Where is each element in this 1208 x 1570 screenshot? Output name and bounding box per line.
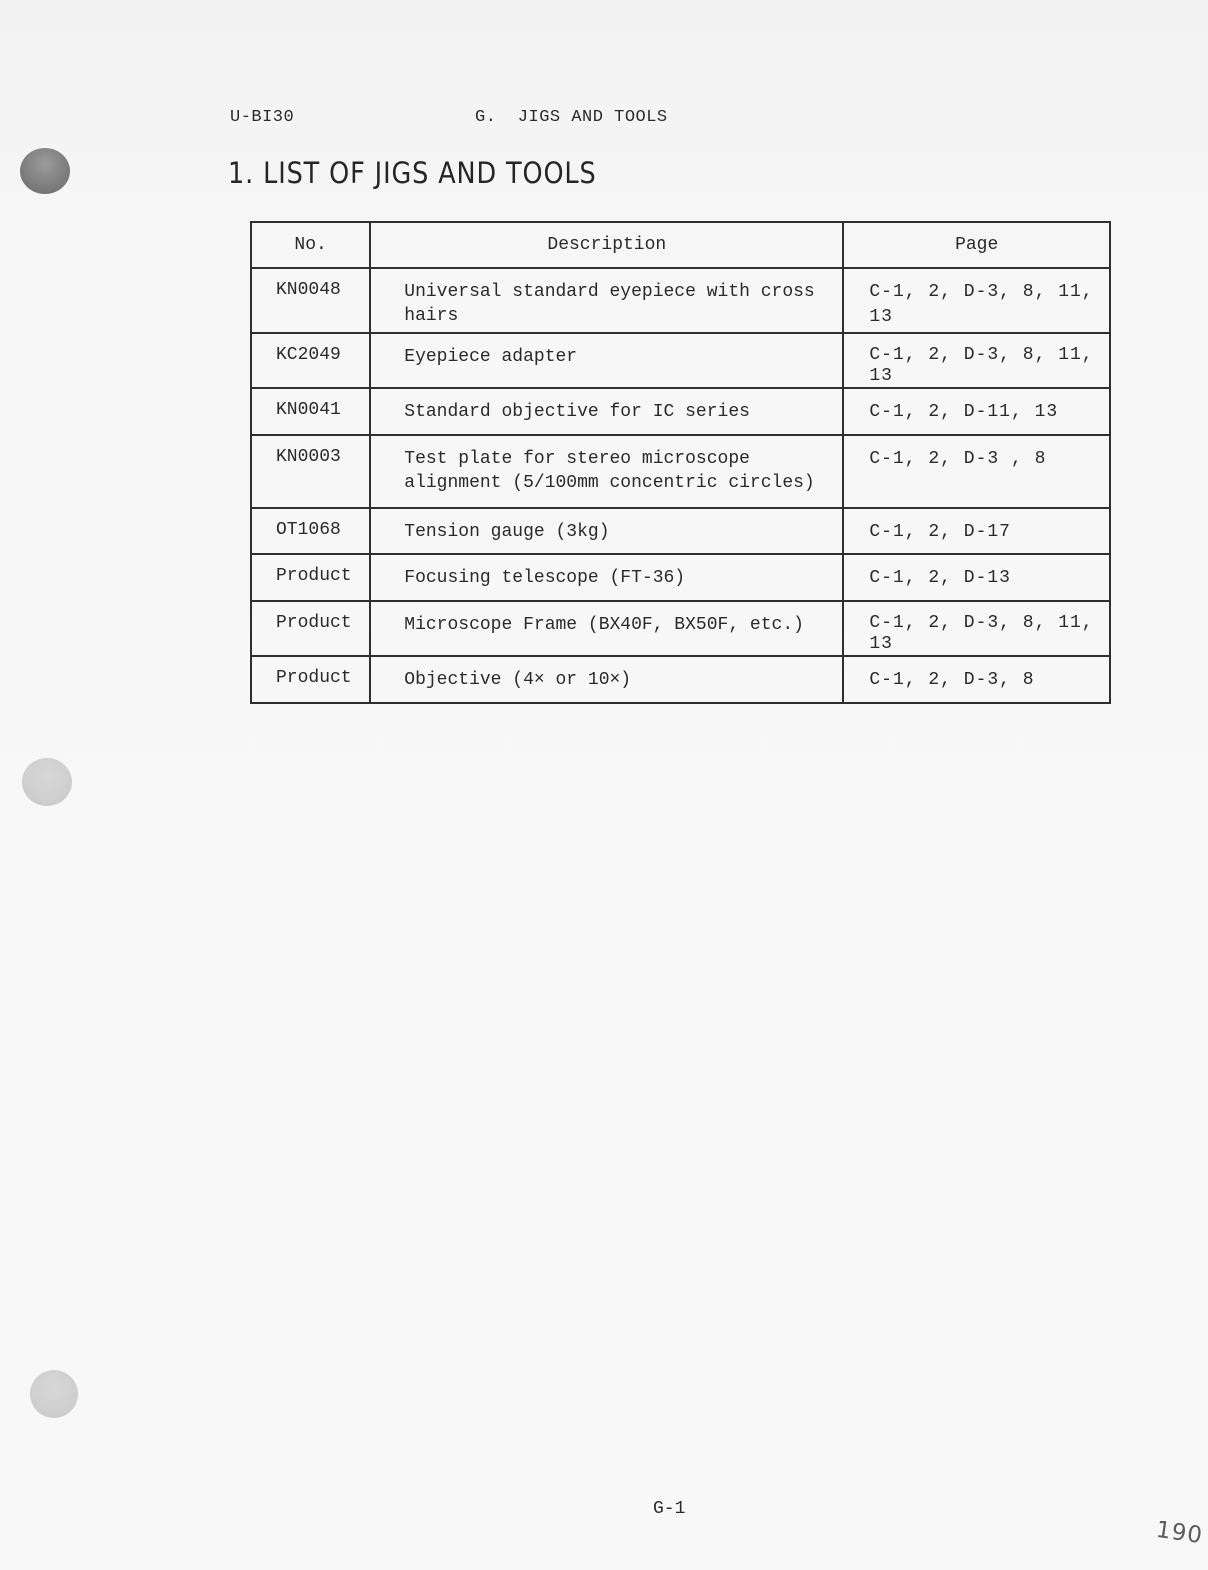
item-number: KN0048 (251, 268, 370, 333)
item-description: Microscope Frame (BX40F, BX50F, etc.) (370, 601, 843, 656)
item-pages: C-1, 2, D-3, 8 (843, 656, 1110, 703)
table-row (251, 268, 1110, 333)
jigs-and-tools-table (250, 221, 1111, 704)
item-number: KN0003 (251, 435, 370, 508)
item-description: Objective (4× or 10×) (370, 656, 843, 703)
page-title: 1. LIST OF JIGS AND TOOLS (228, 156, 597, 190)
item-pages: C-1, 2, D-11, 13 (843, 388, 1110, 435)
item-description: Universal standard eyepiece with cross hairs (370, 268, 843, 333)
column-header-page: Page (843, 222, 1110, 268)
table-row (251, 508, 1110, 554)
item-pages: C-1, 2, D-17 (843, 508, 1110, 554)
document-code: U-BI30 (230, 108, 295, 127)
table-row (251, 388, 1110, 435)
item-number: Product (251, 601, 370, 656)
item-description: Standard objective for IC series (370, 388, 843, 435)
item-pages: C-1, 2, D-13 (843, 554, 1110, 601)
table-row (251, 333, 1110, 388)
column-header-no: No. (251, 222, 370, 268)
item-description: Test plate for stereo microscope alignment (5/100mm concentric circles) (370, 435, 843, 508)
item-pages: C-1, 2, D-3, 8, 11, 13 (843, 268, 1110, 333)
handwritten-page-number: 190 (1154, 1516, 1205, 1550)
table-header-row (251, 222, 1110, 268)
item-number: Product (251, 554, 370, 601)
page-number: G-1 (653, 1499, 686, 1519)
table-row (251, 601, 1110, 656)
item-pages: C-1, 2, D-3 , 8 (843, 435, 1110, 508)
item-pages: C-1, 2, D-3, 8, 11, 13 (843, 601, 1110, 656)
punch-hole (22, 758, 72, 806)
section-heading: G. JIGS AND TOOLS (475, 108, 668, 127)
item-pages: C-1, 2, D-3, 8, 11, 13 (843, 333, 1110, 388)
table-row (251, 656, 1110, 703)
item-number: OT1068 (251, 508, 370, 554)
item-number: KC2049 (251, 333, 370, 388)
item-description: Tension gauge (3kg) (370, 508, 843, 554)
item-description: Focusing telescope (FT-36) (370, 554, 843, 601)
item-number: KN0041 (251, 388, 370, 435)
item-number: Product (251, 656, 370, 703)
punch-hole (30, 1370, 78, 1418)
item-description: Eyepiece adapter (370, 333, 843, 388)
column-header-description: Description (370, 222, 843, 268)
table-row (251, 435, 1110, 508)
table-row (251, 554, 1110, 601)
punch-hole (20, 148, 70, 194)
